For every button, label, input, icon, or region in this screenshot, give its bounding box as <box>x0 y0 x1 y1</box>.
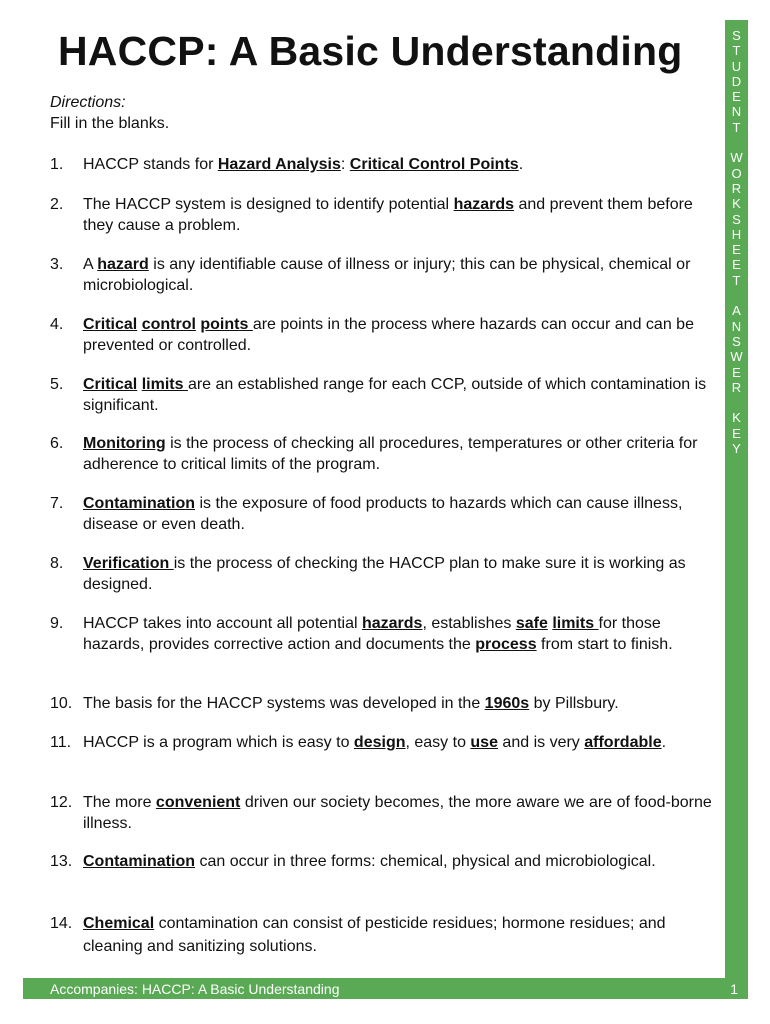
side-letter: E <box>732 89 741 105</box>
question-number: 5. <box>50 376 64 393</box>
side-letter: W <box>730 150 743 166</box>
side-letter: N <box>731 104 742 120</box>
side-letter: H <box>731 226 742 242</box>
question-fragment: , establishes <box>422 615 516 632</box>
question-fragment: . <box>661 734 667 751</box>
question-number: 13. <box>50 853 73 870</box>
question-item <box>50 434 715 475</box>
question-text <box>83 315 715 356</box>
side-letter: T <box>732 119 741 135</box>
question-fragment: can occur in three forms: chemical, physical and microbiological. <box>195 853 656 870</box>
side-letter: T <box>732 272 741 288</box>
directions-label: Directions: <box>50 94 126 111</box>
side-letter: K <box>732 410 741 426</box>
question-item <box>50 912 715 958</box>
question-fragment: , easy to <box>405 734 471 751</box>
side-letter: D <box>731 73 742 89</box>
question-text <box>83 733 715 754</box>
answer-text: safe <box>515 615 548 632</box>
answer-text: Contamination <box>83 853 195 870</box>
question-text <box>83 793 715 834</box>
question-number: 11. <box>50 734 72 751</box>
answer-text: hazard <box>97 256 149 273</box>
question-fragment: is the exposure of food products to hazards which can cause illness, disease or even death. <box>83 495 683 533</box>
question-number: 10. <box>50 695 73 712</box>
question-number: 3. <box>50 256 64 273</box>
question-fragment: The HACCP system is designed to identify potential <box>83 196 454 213</box>
answer-text: Chemical <box>83 915 155 932</box>
question-item <box>50 554 715 595</box>
answer-text: use <box>470 734 498 751</box>
question-item <box>50 793 715 834</box>
side-letter: N <box>731 318 742 334</box>
question-text <box>83 614 715 655</box>
question-fragment: . <box>518 156 524 173</box>
question-fragment: from start to finish. <box>536 635 673 653</box>
side-letter: E <box>732 364 741 380</box>
question-fragment: and is very <box>497 734 585 751</box>
side-letter: R <box>731 180 742 196</box>
question-number: 9. <box>50 615 64 632</box>
question-fragment: HACCP takes into account all potential <box>83 615 362 632</box>
question-text <box>83 554 715 595</box>
question-fragment: is the process of checking all procedures, temperatures or other criteria for adherence to critical limits of the program. <box>83 435 698 473</box>
question-text <box>83 375 715 416</box>
question-number: 8. <box>50 555 64 572</box>
answer-text: Hazard Analysis <box>217 156 341 173</box>
answer-text: design <box>353 734 406 751</box>
page-title: HACCP: A Basic Understanding <box>58 28 683 74</box>
question-fragment: contamination can consist of pesticide residues; hormone residues; and cleaning and sanitizing solutions. <box>83 915 666 955</box>
question-item <box>50 694 715 715</box>
side-letter: U <box>731 58 742 74</box>
answer-text: process <box>475 635 537 653</box>
question-number: 2. <box>50 196 64 213</box>
side-letter: W <box>730 349 743 365</box>
answer-text: affordable <box>584 734 662 751</box>
question-fragment: for those hazards, provides corrective action and documents the <box>83 615 661 653</box>
side-letter: T <box>732 43 741 59</box>
answer-text: Verification <box>83 555 174 572</box>
question-item <box>50 155 715 176</box>
question-number: 1. <box>50 156 64 173</box>
answer-text: limits <box>141 376 188 393</box>
answer-text: 1960s <box>484 695 530 712</box>
answer-text: hazards <box>453 196 515 213</box>
question-fragment: is the process of checking the HACCP plan to make sure it is working as designed. <box>83 555 686 593</box>
question-number: 7. <box>50 495 64 512</box>
question-fragment: HACCP is a program which is easy to <box>83 734 354 751</box>
question-fragment: driven our society becomes, the more aware we are of food-borne illness. <box>83 794 712 832</box>
question-text <box>83 694 715 715</box>
question-item <box>50 375 715 416</box>
question-fragment: and prevent them before they cause a problem. <box>83 196 693 234</box>
question-fragment: are points in the process where hazards can occur and can be prevented or controlled. <box>83 316 694 354</box>
question-number: 4. <box>50 316 64 333</box>
answer-text: points <box>200 316 253 333</box>
side-letter: A <box>732 303 741 319</box>
side-letter: R <box>731 379 742 395</box>
side-letter: S <box>732 28 741 43</box>
question-item <box>50 195 715 236</box>
side-letter: E <box>732 242 741 258</box>
answer-text: Critical <box>83 316 138 333</box>
question-fragment: by Pillsbury. <box>529 695 619 712</box>
answer-text: control <box>141 316 196 333</box>
question-fragment: A <box>83 256 98 273</box>
side-letter: E <box>732 257 741 273</box>
footer-bar <box>23 978 748 999</box>
question-text <box>83 434 715 475</box>
footer-text: Accompanies: HACCP: A Basic Understanding <box>50 981 340 997</box>
question-fragment: The basis for the HACCP systems was developed in the <box>83 695 485 712</box>
question-fragment: HACCP stands for <box>83 156 218 173</box>
directions-text: Fill in the blanks. <box>50 115 170 132</box>
question-item <box>50 494 715 535</box>
question-item <box>50 315 715 356</box>
side-letter: O <box>731 165 742 181</box>
question-text <box>83 195 715 236</box>
question-number: 6. <box>50 435 64 452</box>
question-fragment: The more <box>83 794 156 811</box>
side-letter: S <box>732 211 741 227</box>
answer-text: Critical <box>83 376 138 393</box>
answer-text: hazards <box>361 615 423 632</box>
answer-text: Monitoring <box>83 435 166 452</box>
side-letter: S <box>732 333 741 349</box>
answer-text: limits <box>552 615 599 632</box>
question-fragment: : <box>340 156 350 173</box>
question-text <box>83 912 715 958</box>
question-item <box>50 614 715 655</box>
question-text <box>83 852 715 873</box>
question-item <box>50 852 715 873</box>
side-letter: Y <box>732 441 741 457</box>
side-label-bar <box>725 20 748 978</box>
question-text <box>83 255 715 296</box>
question-number: 14. <box>50 915 73 932</box>
answer-text: Contamination <box>83 495 195 512</box>
question-text <box>83 155 715 176</box>
question-fragment: are an established range for each CCP, outside of which contamination is significant. <box>83 376 707 414</box>
page-number: 1 <box>730 981 738 997</box>
question-text <box>83 494 715 535</box>
question-number: 12. <box>50 794 73 811</box>
side-letter: K <box>732 196 741 212</box>
answer-text: convenient <box>155 794 241 811</box>
question-fragment: is any identifiable cause of illness or injury; this can be physical, chemical or microbiological. <box>83 256 691 294</box>
side-letter: E <box>732 425 741 441</box>
question-item <box>50 255 715 296</box>
answer-text: Critical Control Points <box>349 156 519 173</box>
question-item <box>50 733 715 754</box>
